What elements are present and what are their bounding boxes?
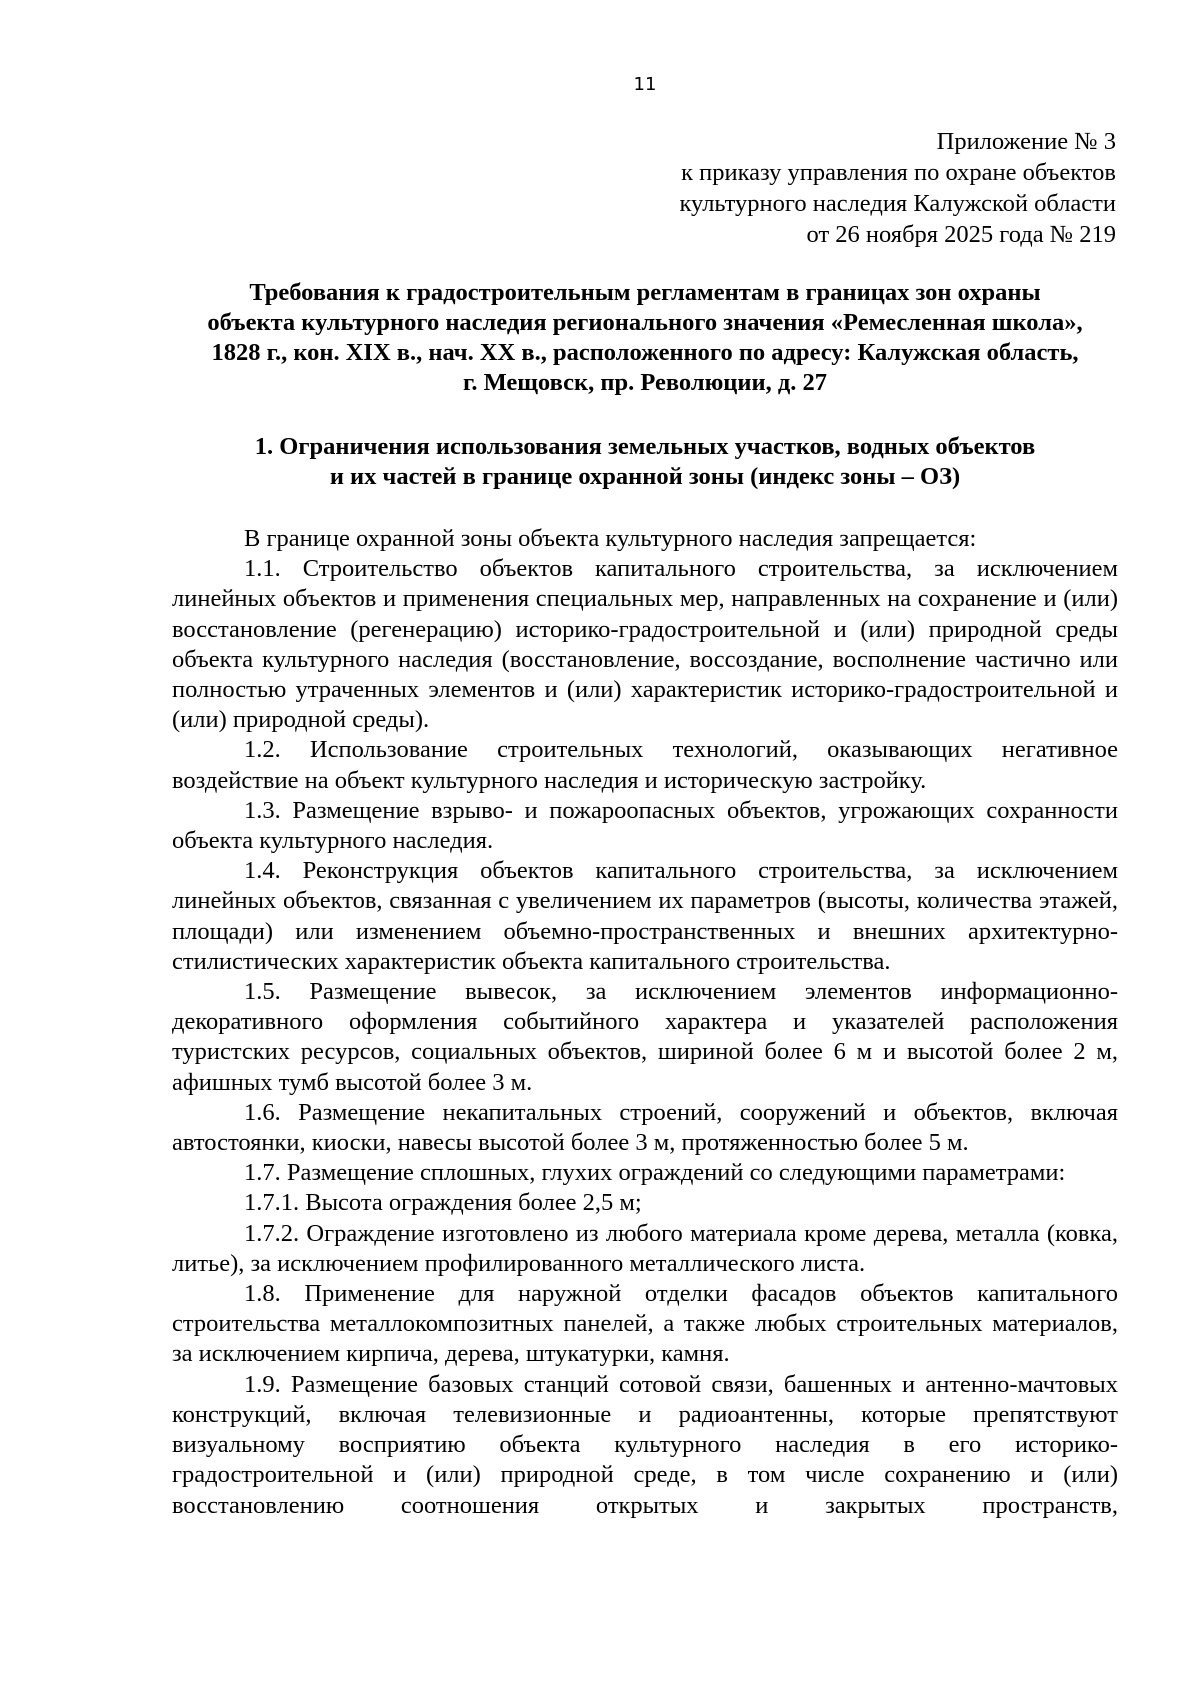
paragraph: 1.7.2. Ограждение изготовлено из любого материала кроме дерева, металла (ковка, литье), за исключением профилированного металлического листа. [172,1219,1118,1277]
section-heading-line: 1. Ограничения использования земельных участков, водных объектов [254,433,1036,460]
section-heading-line: и их частей в границе охранной зоны (индекс зоны – ОЗ) [329,463,961,490]
paragraph: 1.5. Размещение вывесок, за исключением элементов информационно-декоративного оформления событийного характера и указателей расположения туристских ресурсов, социальных объектов, шириной более 6 м и высотой более 2 м, афишных тумб высотой более 3 м. [172,978,1118,1096]
title-line: объекта культурного наследия регионального значения «Ремесленная школа», [207,309,1083,336]
title-line: г. Мещовск, пр. Революции, д. 27 [462,369,828,396]
appendix-header [556,126,1116,250]
appendix-line: от 26 ноября 2025 года № 219 [806,221,1116,248]
paragraph: 1.7. Размещение сплошных, глухих ограждений со следующими параметрами: [244,1159,1066,1187]
document-title [172,278,1118,398]
paragraph: 1.7.1. Высота ограждения более 2,5 м; [244,1189,642,1217]
page-number: 11 [633,74,657,95]
paragraph: В границе охранной зоны объекта культурного наследия запрещается: [244,525,977,552]
paragraph: 1.1. Строительство объектов капитального строительства, за исключением линейных объектов и применения специальных мер, направленных на сохранение и (или) восстановление (регенерацию) историко-градостроительной и (или) природной среды объекта культурного наследия (восстановление, воссоздание, восполнение частично или полностью утраченных элементов и (или) характеристик историко-градостроительной и (или) природной среды). [172,555,1118,734]
paragraph: 1.8. Применение для наружной отделки фасадов объектов капитального строительства металлокомпозитных панелей, а также любых строительных материалов, за исключением кирпича, дерева, штукатурки, камня. [172,1280,1118,1368]
paragraph: 1.2. Использование строительных технологий, оказывающих негативное воздействие на объект культурного наследия и историческую застройку. [172,736,1118,794]
section-heading [172,432,1118,492]
appendix-line: к приказу управления по охране объектов [681,159,1116,186]
paragraph: 1.3. Размещение взрыво- и пожароопасных объектов, угрожающих сохранности объекта культурного наследия. [172,796,1118,855]
appendix-line: культурного наследия Калужской области [679,190,1116,217]
paragraph: 1.9. Размещение базовых станций сотовой связи, башенных и антенно-мачтовых конструкций, включая телевизионные и радиоантенны, которые препятствуют визуальному восприятию объекта культурного наследия в его историко-градостроительной и (или) природной среде, в том числе сохранению и (или) восстановлению соотношения открытых и закрытых пространств, [172,1370,1118,1519]
appendix-line: Приложение № 3 [936,128,1116,155]
paragraph: 1.6. Размещение некапитальных строений, сооружений и объектов, включая автостоянки, киоски, навесы высотой более 3 м, протяженностью более 5 м. [172,1098,1118,1157]
title-line: Требования к градостроительным регламентам в границах зон охраны [249,279,1041,306]
title-line: 1828 г., кон. XIX в., нач. XX в., расположенного по адресу: Калужская область, [211,339,1079,366]
body-text [172,524,1118,1521]
paragraph: 1.4. Реконструкция объектов капитального строительства, за исключением линейных объектов, связанная с увеличением их параметров (высоты, количества этажей, площади) или изменением объемно-пространственных и внешних архитектурно-стилистических характеристик объекта капитального строительства. [172,857,1118,975]
